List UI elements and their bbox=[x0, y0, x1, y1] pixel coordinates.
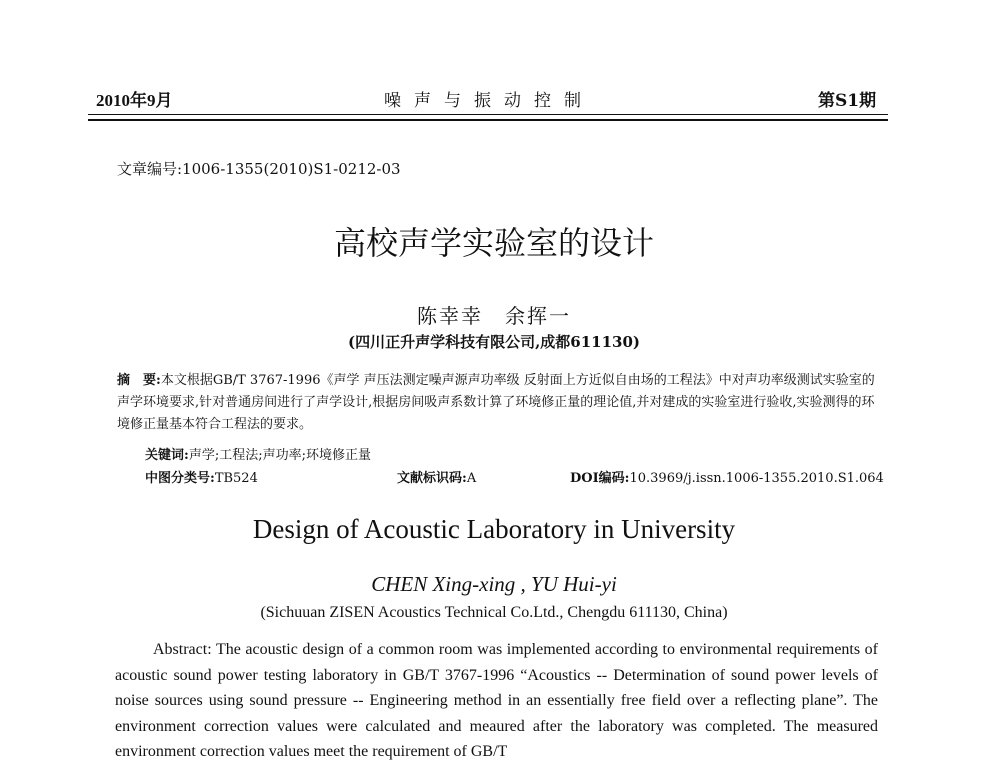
title-chinese: 高校声学实验室的设计 bbox=[333, 224, 654, 262]
keywords-label: 关键词: bbox=[145, 448, 189, 463]
affiliation-english: (Sichuuan ZISEN Acoustics Technical Co.Ltd., Chengdu 611130, China) bbox=[260, 604, 728, 621]
article-number: 文章编号:1006-1355(2010)S1-0212-03 bbox=[117, 160, 401, 178]
doi-value: 10.3969/j.issn.1006-1355.2010.S1.064 bbox=[629, 471, 884, 486]
authors-english: CHEN Xing-xing , YU Hui-yi bbox=[371, 572, 617, 596]
header-rule-thick bbox=[88, 119, 888, 121]
abstract-english: Abstract: The acoustic design of a common room was implemented according to environmental requirements of acoustic sound power testing laboratory in GB/T 3767-1996 “Acoustics -- Determination of sound power levels of noise sources using sound pressure -- Engineering method in an essentially free field over a reflecting plane”. The environment correction values were calculated and meaured after the laboratory was completed. The measured environment correction values meet the requirement of GB/T bbox=[115, 641, 878, 760]
clc-value: TB524 bbox=[214, 471, 258, 486]
clc-number bbox=[145, 467, 258, 486]
abstract-chinese-label: 摘 要: bbox=[117, 373, 161, 388]
keywords-text: 声学;工程法;声功率;环境修正量 bbox=[188, 448, 371, 463]
authors-chinese: 陈幸幸 余挥一 bbox=[417, 304, 571, 328]
keywords-chinese bbox=[145, 444, 371, 463]
document-code-label: 文献标识码: bbox=[397, 471, 467, 486]
header-journal-name: 噪声与振动控制 bbox=[384, 91, 594, 111]
header-rule-thin bbox=[88, 114, 888, 115]
doi-label: DOI编码: bbox=[570, 471, 630, 486]
abstract-chinese bbox=[117, 370, 877, 436]
document-code-value: A bbox=[466, 471, 477, 486]
abstract-chinese-text: 本文根据GB/T 3767-1996《声学 声压法测定噪声源声功率级 反射面上方近似自由场的工程法》中对声功率级测试实验室的声学环境要求,针对普通房间进行了声学设计,根据房间吸声系数计算了环境修正量的理论值,并对建成的实验室进行验收,实验测得的环境修正量基本符合工程法的要求。 bbox=[117, 373, 875, 432]
document-code bbox=[397, 467, 476, 486]
clc-label: 中图分类号: bbox=[145, 471, 215, 486]
header-date: 2010年9月 bbox=[96, 91, 173, 110]
title-english: Design of Acoustic Laboratory in University bbox=[252, 514, 736, 544]
doi bbox=[570, 467, 884, 486]
affiliation-chinese: (四川正升声学科技有限公司,成都611130) bbox=[347, 333, 641, 351]
header-issue: 第S1期 bbox=[818, 91, 877, 111]
